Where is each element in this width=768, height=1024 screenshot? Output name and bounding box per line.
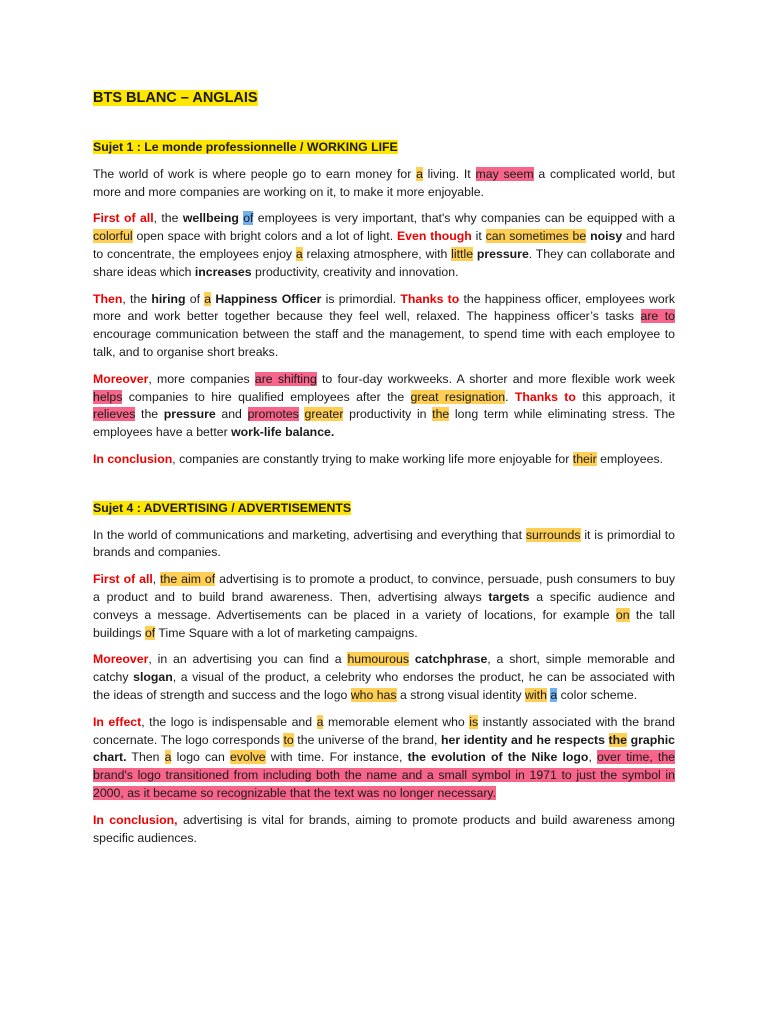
subject1-paragraph-4: Moreover, more companies are shifting to four-day workweeks. A shorter and more flexible work week helps companies to hire qualified employees after the great resignation. Thanks to this approach, it relieves the pressure and promotes greater productivity in the long term while eliminating stress. The employees have a better work-life balance. (93, 371, 676, 440)
subject1-paragraph-3: Then, the hiring of a Happiness Officer is primordial. Thanks to the happiness officer, employees work more and work better together because they feel well, relaxed. The happiness officer’s tasks are to encourage communication between the staff and the management, to spend time with each employee to talk, and to organise short breaks. (93, 291, 675, 359)
subject4-paragraph-3: Moreover, in an advertising you can find a humourous catchphrase, a short, simple memorable and catchy slogan, a visual of the product, a celebrity who endorses the product, he can be associated with the ideas of strength and success and the logo who has a strong visual identity with a color scheme. (93, 652, 675, 702)
subject4-paragraph-2: First of all, the aim of advertising is to promote a product, to convince, persuade, push consumers to buy a product and to build brand awareness. Then, advertising always targets a specific audience and conveys a message. Advertisements can be placed in a variety of locations, for example on the tall buildings of Time Square with a lot of marketing campaigns. (93, 572, 676, 640)
subject1-paragraph-5: In conclusion, companies are constantly trying to make working life more enjoyable for their employees. (93, 451, 664, 466)
document-title: BTS BLANC – ANGLAIS (93, 90, 258, 106)
subject4-paragraph-1: In the world of communications and marketing, advertising and everything that surrounds it is primordial to brands and companies. (93, 527, 675, 560)
subject4-paragraph-4: In effect, the logo is indispensable and a memorable element who is instantly associated with the brand concernate. The logo corresponds to the universe of the brand, her identity and he respects the graphic chart. Then a logo can evolve with time. For instance, the evolution of the Nike logo, over time, the brand's logo transitioned from including both the name and a small symbol in 1971 to just the symbol in 2000, as it became so recognizable that the text was no longer necessary. (93, 714, 675, 800)
subject1-heading: Sujet 1 : Le monde professionnelle / WORKING LIFE (93, 140, 398, 154)
document-body (93, 88, 675, 856)
subject4-paragraph-5: In conclusion, advertising is vital for brands, aiming to promote products and build awareness among specific audiences. (93, 812, 675, 845)
subject1-paragraph-1: The world of work is where people go to earn money for a living. It may seem a complicated world, but more and more companies are working on it, to make it more enjoyable. (93, 166, 675, 199)
subject4-heading: Sujet 4 : ADVERTISING / ADVERTISEMENTS (93, 500, 352, 515)
subject1-paragraph-2: First of all, the wellbeing of employees is very important, that's why companies can be equipped with a colorful open space with bright colors and a lot of light. Even though it can sometimes be noisy and hard to concentrate, the employees enjoy a relaxing atmosphere, with little pressure. They can collaborate and share ideas which increases productivity, creativity and innovation. (93, 211, 675, 279)
